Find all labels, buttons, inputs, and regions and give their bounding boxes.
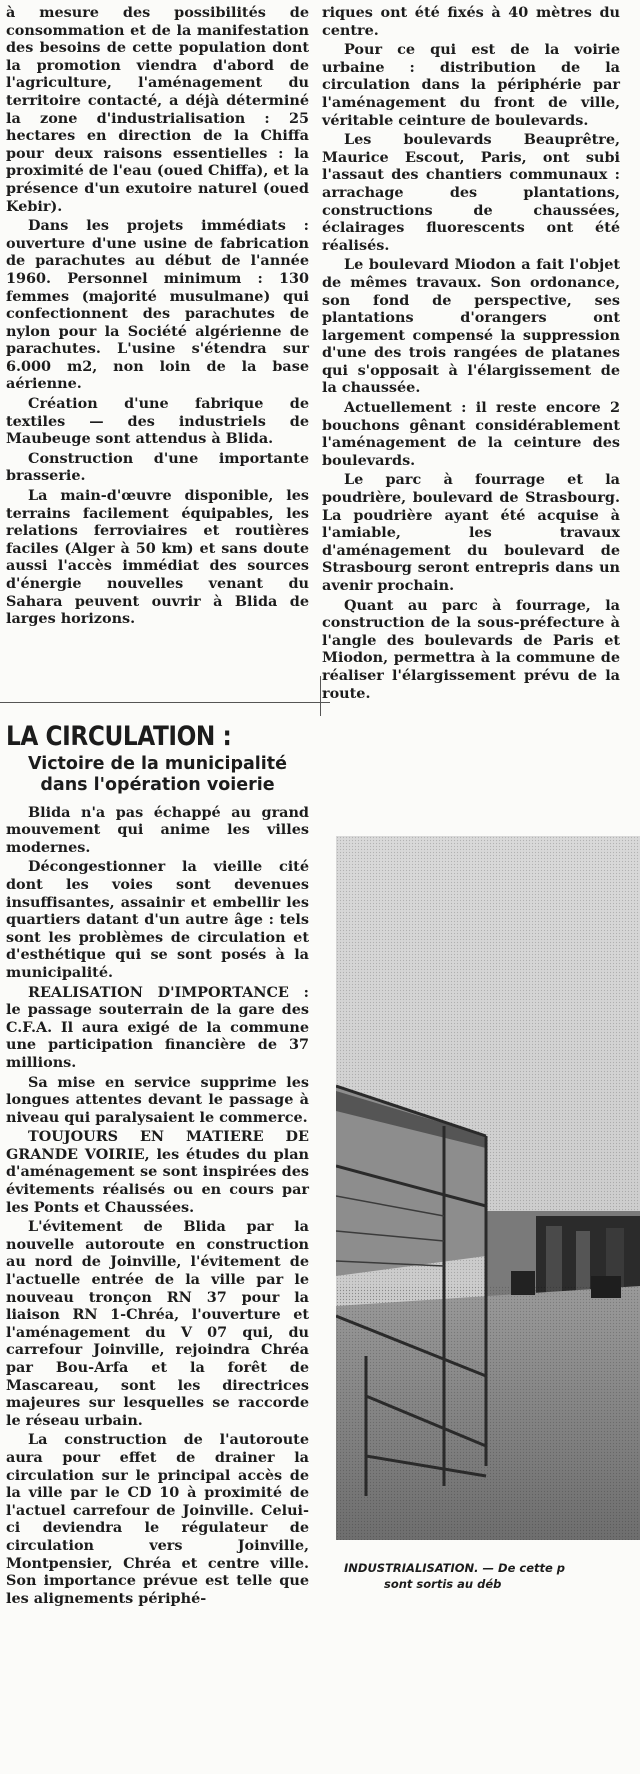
industrial-building-photo xyxy=(336,836,640,1540)
paragraph: Le parc à fourrage et la poudrière, boulevard de Strasbourg. La poudrière ayant été acquise à l'amiable, les travaux d'aménagement du boulevard de Strasbourg seront entrepris dans un avenir prochain. xyxy=(322,471,620,594)
column-left-top xyxy=(6,2,309,628)
paragraph: Le boulevard Miodon a fait l'objet de mêmes travaux. Son ordonance, son fond de perspective, ses plantations d'orangers ont largement compensé la suppression d'une des trois rangées de platanes qui s'opposait à l'élargissement de la chaussée. xyxy=(322,256,620,397)
column-rule xyxy=(0,702,330,703)
paragraph: riques ont été fixés à 40 mètres du centre. xyxy=(322,4,620,39)
column-right-top xyxy=(322,2,620,702)
column-rule xyxy=(320,676,321,716)
paragraph: Blida n'a pas échappé au grand mouvement qui anime les villes modernes. xyxy=(6,803,309,856)
section-headline: LA CIRCULATION : xyxy=(6,721,232,752)
paragraph: La construction de l'autoroute aura pour effet de drainer la circulation sur le principal accès de la ville par le CD 10 à proximité de l'actuel carrefour de Joinville. Celui-ci deviendra le régulateur de circulation vers Joinville, Montpensier, Chréa et centre ville. Son importance prévue est telle que les alignements périphé- xyxy=(6,1431,309,1607)
column-left-bottom xyxy=(6,721,309,1607)
section-body xyxy=(6,804,309,1608)
paragraph: Les boulevards Beauprêtre, Maurice Escout, Paris, ont subi l'assaut des chantiers communaux : arrachage des plantations, constructions de chaussées, éclairages fluorescents ont été réalisés. xyxy=(322,131,620,254)
paragraph: Quant au parc à fourrage, la construction de la sous-préfecture à l'angle des boulevards de Paris et Miodon, permettra à la commune de réaliser l'élargissement prévu de la route. xyxy=(322,596,620,702)
caption-line: sont sortis au déb xyxy=(384,1577,502,1591)
caption-line: INDUSTRIALISATION. — De cette p xyxy=(344,1561,566,1575)
paragraph: Décongestionner la vieille cité dont les voies sont devenues insuffisantes, assainir et embellir les quartiers datant d'un autre âge : tels sont les problèmes de circulation et d'esthétique qui se sont posés à la municipalité. xyxy=(6,858,309,981)
paragraph: TOUJOURS EN MATIERE DE GRANDE VOIRIE, les études du plan d'aménagement se sont inspirées des évitements réalisés ou en cours par les Ponts et Chaussées. xyxy=(6,1128,309,1216)
paragraph: Sa mise en service supprime les longues attentes devant le passage à niveau qui paralysaient le commerce. xyxy=(6,1073,309,1126)
photo-caption xyxy=(344,1560,640,1592)
paragraph: Pour ce qui est de la voirie urbaine : distribution de la circulation dans la périphérie par l'aménagement du front de ville, véritable ceinture de boulevards. xyxy=(322,41,620,129)
paragraph: Actuellement : il reste encore 2 bouchons gênant considérablement l'aménagement de la ceinture des boulevards. xyxy=(322,399,620,469)
paragraph: REALISATION D'IMPORTANCE : le passage souterrain de la gare des C.F.A. Il aura exigé de la commune une participation financière de 37 millions. xyxy=(6,983,309,1071)
paragraph: Dans les projets immédiats : ouverture d'une usine de fabrication de parachutes au début de l'année 1960. Personnel minimum : 130 femmes (majorité musulmane) qui confectionnent des parachutes de nylon pour la Société algérienne de parachutes. L'usine s'étendra sur 6.000 m2, non loin de la base aérienne. xyxy=(6,217,309,393)
paragraph: L'évitement de Blida par la nouvelle autoroute en construction au nord de Joinville, l'évitement de l'actuelle entrée de la ville par le nouveau tronçon RN 37 pour la liaison RN 1-Chréa, l'ouverture et l'aménagement du V 07 qui, du carrefour Joinville, rejoindra Chréa par Bou-Arfa et la forêt de Mascareau, sont les directrices majeures sur lesquelles se raccorde le réseau urbain. xyxy=(6,1218,309,1429)
paragraph: Création d'une fabrique de textiles — des industriels de Maubeuge sont attendus à Blida. xyxy=(6,395,309,448)
paragraph: à mesure des possibilités de consommation et de la manifestation des besoins de cette population dont la promotion viendra d'abord de l'agriculture, l'aménagement du territoire contacté, a déjà déterminé la zone d'industrialisation : 25 hectares en direction de la Chiffa pour deux raisons essentielles : la proximité de l'eau (oued Chiffa), et la présence d'un exutoire naturel (oued Kebir). xyxy=(6,4,309,215)
section-subhead: Victoire de la municipalité dans l'opération voierie xyxy=(27,753,288,795)
paragraph: Construction d'une importante brasserie. xyxy=(6,449,309,485)
paragraph: La main-d'œuvre disponible, les terrains facilement équipables, les relations ferroviaires et routières faciles (Alger à 50 km) et sans doute aussi l'accès immédiat des sources d'énergie nouvelles venant du Sahara peuvent ouvrir à Blida de larges horizons. xyxy=(6,487,309,628)
